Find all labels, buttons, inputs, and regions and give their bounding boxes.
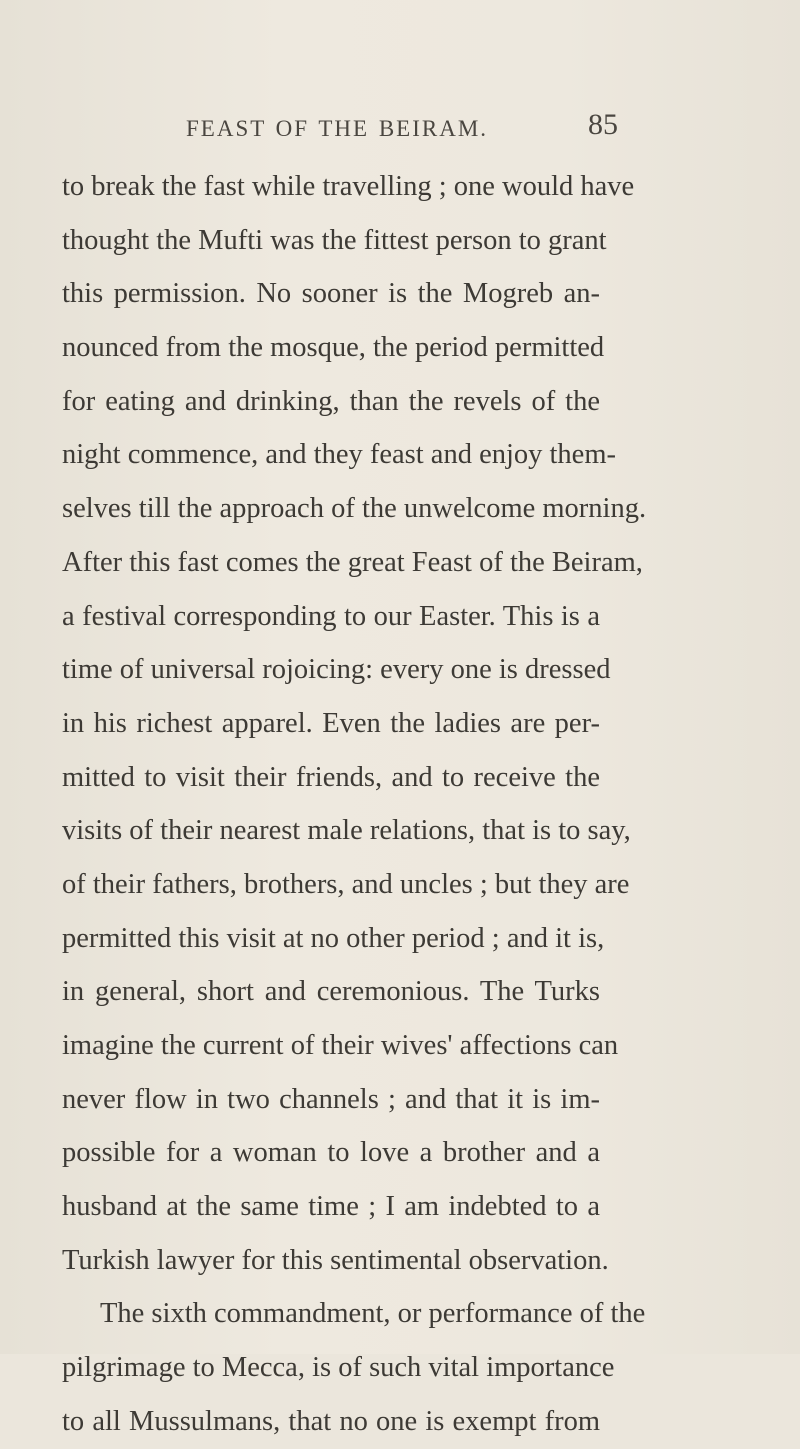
text-line: imagine the current of their wives' affections can — [62, 1030, 619, 1061]
text-line: selves till the approach of the unwelcome morning. — [62, 493, 647, 525]
text-line: this permission. No sooner is the Mogreb an- — [62, 278, 600, 310]
text-line: After this fast comes the great Feast of the Beiram, — [62, 546, 643, 578]
text-line: night commence, and they feast and enjoy them- — [62, 439, 616, 471]
text-line: of their fathers, brothers, and uncles ; but they are — [62, 868, 630, 900]
text-line: mitted to visit their friends, and to receive the — [62, 761, 600, 793]
text-line: possible for a woman to love a brother and a — [62, 1137, 600, 1169]
page-number: 85 — [588, 108, 618, 141]
text-line: husband at the same time ; I am indebted to a — [62, 1191, 600, 1223]
text-line: pilgrimage to Mecca, is of such vital importance — [62, 1352, 615, 1384]
page-header — [186, 104, 618, 152]
text-line: to break the fast while travelling ; one would have — [62, 171, 635, 202]
text-line: visits of their nearest male relations, that is to say, — [62, 815, 631, 847]
body-text — [62, 160, 647, 1449]
text-line: a festival corresponding to our Easter. This is a — [62, 600, 600, 632]
text-line: never flow in two channels ; and that it is im- — [62, 1083, 600, 1115]
text-line: Turkish lawyer for this sentimental observation. — [62, 1244, 609, 1276]
text-line: thought the Mufti was the fittest person to grant — [62, 224, 607, 256]
text-line: in his richest apparel. Even the ladies are per- — [62, 707, 600, 739]
text-line: The sixth commandment, or performance of the — [100, 1298, 646, 1330]
text-line: time of universal rojoicing: every one is dressed — [62, 654, 611, 686]
running-title: FEAST OF THE BEIRAM. — [186, 116, 489, 141]
text-line: for eating and drinking, than the revels of the — [62, 385, 600, 417]
text-line: in general, short and ceremonious. The Turks — [62, 976, 600, 1008]
text-line: nounced from the mosque, the period permitted — [62, 332, 605, 364]
text-line: to all Mussulmans, that no one is exempt from — [62, 1405, 600, 1437]
text-line: permitted this visit at no other period ; and it is, — [62, 922, 605, 954]
